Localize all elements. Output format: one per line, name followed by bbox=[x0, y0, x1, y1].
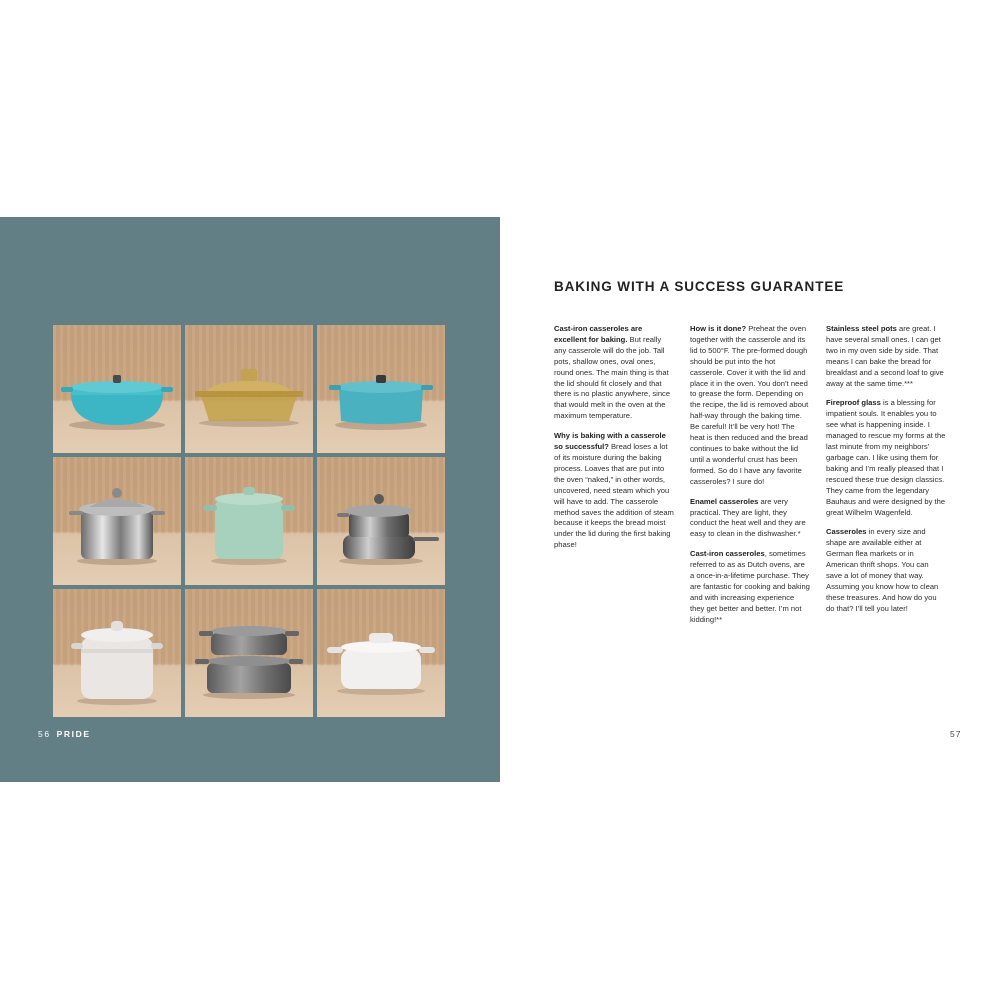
photo-light-blue-casserole bbox=[317, 325, 445, 453]
paragraph: Enamel casseroles are very practical. They are light, they conduct the heat well and they are easy to clean in the dishwasher.* bbox=[690, 496, 806, 539]
text-column-1 bbox=[554, 324, 674, 560]
page-number-left: 56 bbox=[38, 729, 51, 739]
paragraph: Fireproof glass is a blessing for impatient souls. It enables you to see what is happening inside. I managed to rescue my forms at the last minute from my neighbors’ garbage can. I like using them for baking and I’m really pleased that I rescued these true design classics. They came from the legendary Bauhaus and were designed by the great Wilhelm Wagenfeld. bbox=[826, 398, 946, 517]
photo-amber-glass-casserole bbox=[185, 325, 313, 453]
right-page bbox=[500, 217, 1000, 782]
paragraph: Cast-iron casseroles, sometimes referred to as as Dutch ovens, are a once-in-a-lifetime purchase. They are fantastic for cooking and baking and with increasing experience they get better and better. I’m not kidding!** bbox=[690, 549, 810, 624]
photo-white-ceramic-casserole bbox=[53, 589, 181, 717]
photo-stainless-stock-pot bbox=[53, 457, 181, 585]
page-number-right: 57 bbox=[950, 729, 962, 739]
photo-white-low-casserole bbox=[317, 589, 445, 717]
photo-stacked-steel-pots bbox=[317, 457, 445, 585]
paragraph: Stainless steel pots are great. I have several small ones. I can get two in my oven side by side. That means I can bake the bread for breakfast and a second loaf to give away at the same time.*** bbox=[826, 324, 944, 388]
photo-mint-enamel-pot bbox=[185, 457, 313, 585]
casserole-photo-grid bbox=[53, 325, 445, 717]
article-title: BAKING WITH A SUCCESS GUARANTEE bbox=[554, 279, 845, 294]
photo-stacked-aluminum-pots bbox=[185, 589, 313, 717]
paragraph: How is it done? Preheat the oven together with the casserole and its lid to 500°F. The pre-formed dough should be put into the hot casserole. Cover it with the lid and place it in the oven. You don’t need to grease the form. Depending on the recipe, the lid is removed about half-way through the baking time. Be careful! It’ll be very hot! The heat is then reduced and the bread continues to bake without the lid until a wonderful crust has been formed. So do I have any favorite casseroles? I sure do! bbox=[690, 324, 809, 486]
paragraph: Why is baking with a casserole so successful? Bread loses a lot of its moisture during the baking process. Loaves that are put into the oven “naked,” in other words, uncovered, need steam which you will have to add. The casserole method saves the addition of steam because it keeps the bread moist under the lid during the first baking phase! bbox=[554, 431, 674, 550]
text-column-2 bbox=[690, 324, 810, 635]
paragraph: Casseroles in every size and shape are available either at German flea markets or in American thrift shops. You can save a lot of money that way. Assuming you know how to clean these treasures. And how do you do that? I’ll tell you later! bbox=[826, 527, 939, 613]
paragraph: Cast-iron casseroles are excellent for baking. But really any casserole will do the job. Tall pots, shallow ones, oval ones, round ones. The main thing is that the lid should fit closely and that there is no plastic anywhere, since that would melt in the oven at the maximum temperature. bbox=[554, 324, 671, 421]
left-page-footer bbox=[38, 729, 91, 739]
text-column-3 bbox=[826, 324, 946, 624]
photo-turquoise-oval-casserole bbox=[53, 325, 181, 453]
left-page bbox=[0, 217, 500, 782]
section-title: PRIDE bbox=[56, 729, 91, 739]
